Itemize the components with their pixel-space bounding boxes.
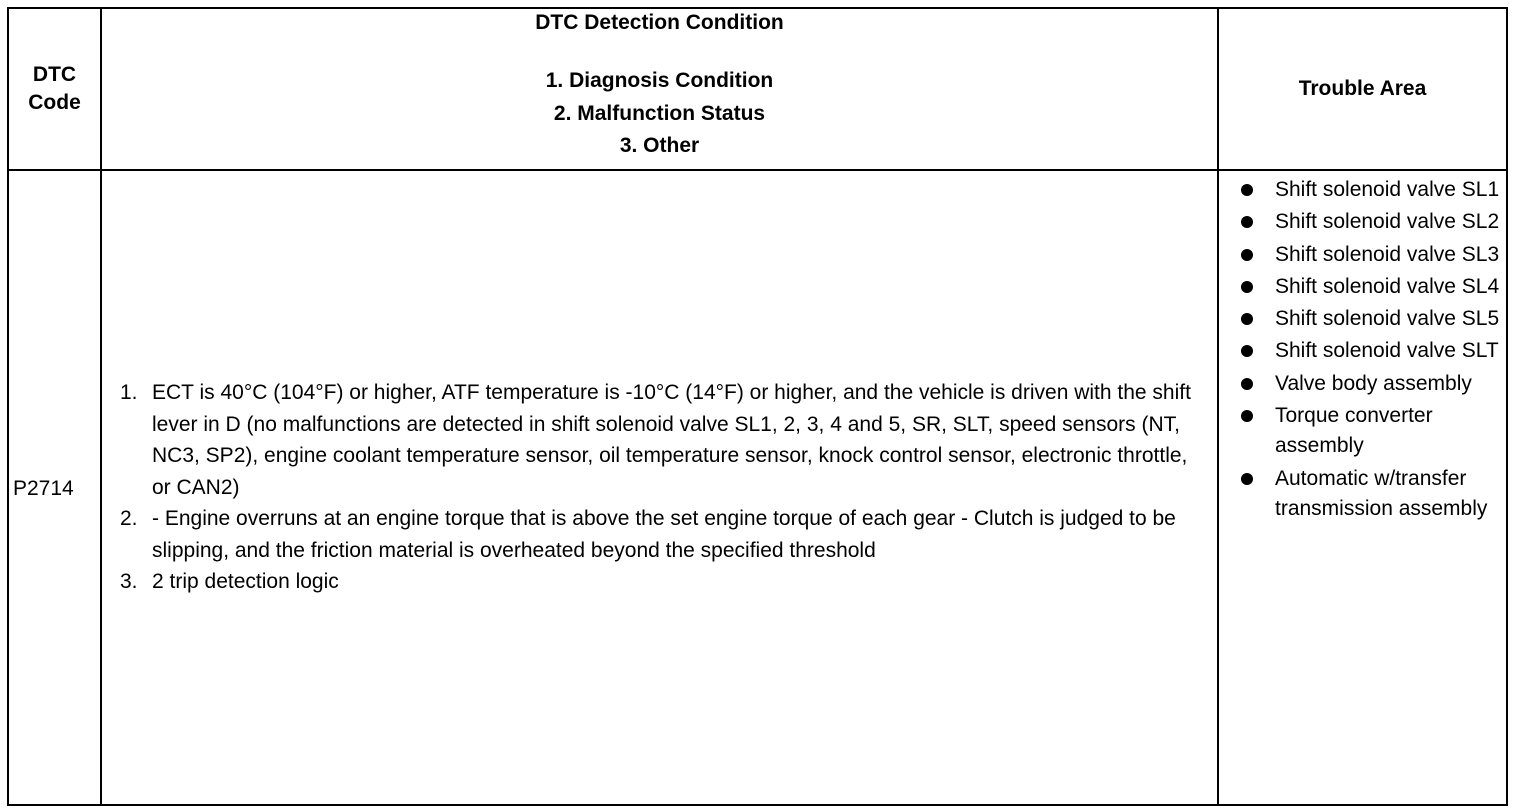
list-item xyxy=(1241,175,1500,205)
condition-number: 2. xyxy=(120,507,138,531)
header-condition-item: 2. Malfunction Status xyxy=(553,101,766,125)
dtc-table xyxy=(7,7,1508,806)
list-item xyxy=(1241,369,1500,399)
header-condition-item: 3. Other xyxy=(619,134,700,158)
trouble-area-text: Valve body assembly xyxy=(1275,371,1472,395)
condition-text: ECT is 40°C (104°F) or higher, ATF temperature is -10°C (14°F) or higher, and the vehicle is driven with the shift lever in D (no malfunctions are detected in shift solenoid valve SL1, 2, 3, 4 and 5, SR, SLT, speed sensors (NT, NC3, SP2), engine coolant temperature sensor, oil temperature sensor, knock control sensor, electronic throttle, or CAN2) xyxy=(152,381,1191,499)
bullet-icon xyxy=(1241,175,1275,205)
trouble-area-text: Shift solenoid valve SL5 xyxy=(1275,307,1500,331)
condition-number: 1. xyxy=(120,381,138,405)
table-row xyxy=(8,170,1507,805)
header-dtc-code-line: DTC xyxy=(32,63,77,86)
trouble-area-text: Torque converter assembly xyxy=(1275,404,1433,458)
trouble-area-cell xyxy=(1218,170,1507,805)
list-item xyxy=(1241,336,1500,366)
condition-text: 2 trip detection logic xyxy=(152,570,339,594)
bullet-icon xyxy=(1241,369,1275,399)
bullet-icon xyxy=(1241,401,1275,431)
header-detection-condition-title: DTC Detection Condition xyxy=(535,11,784,35)
trouble-area-text: Shift solenoid valve SL3 xyxy=(1275,242,1500,266)
condition-text: - Engine overruns at an engine torque that is above the set engine torque of each gear - Clutch is judged to be slipping, and the friction material is overheated beyond the specified threshold xyxy=(152,507,1176,562)
detection-condition-cell xyxy=(101,170,1218,805)
header-row xyxy=(8,8,1507,170)
bullet-icon xyxy=(1241,336,1275,366)
list-item xyxy=(120,377,1209,503)
trouble-area-text: Shift solenoid valve SL2 xyxy=(1275,210,1500,234)
bullet-icon xyxy=(1241,240,1275,270)
list-item xyxy=(1241,240,1500,270)
header-condition-item: 1. Diagnosis Condition xyxy=(545,69,774,93)
header-detection-condition xyxy=(101,8,1218,170)
trouble-area-text: Shift solenoid valve SL4 xyxy=(1275,274,1500,298)
header-dtc-code-line: Code xyxy=(28,91,81,114)
header-trouble-area: Trouble Area xyxy=(1218,8,1507,170)
header-dtc-code xyxy=(8,8,101,170)
trouble-area-text: Shift solenoid valve SL1 xyxy=(1275,178,1500,201)
list-item xyxy=(120,566,1209,598)
list-item xyxy=(1241,304,1500,334)
trouble-area-text: Shift solenoid valve SLT xyxy=(1275,339,1499,363)
dtc-code-cell: P2714 xyxy=(8,170,101,805)
list-item xyxy=(1241,464,1500,525)
list-item xyxy=(1241,272,1500,302)
list-item xyxy=(1241,401,1500,462)
list-item xyxy=(1241,207,1500,237)
bullet-icon xyxy=(1241,207,1275,237)
trouble-area-text: Automatic w/transfer transmission assembly xyxy=(1275,466,1488,520)
bullet-icon xyxy=(1241,272,1275,302)
bullet-icon xyxy=(1241,464,1275,494)
list-item xyxy=(120,503,1209,566)
condition-list xyxy=(120,377,1209,598)
trouble-area-list xyxy=(1241,175,1500,524)
bullet-icon xyxy=(1241,304,1275,334)
condition-number: 3. xyxy=(120,570,138,594)
